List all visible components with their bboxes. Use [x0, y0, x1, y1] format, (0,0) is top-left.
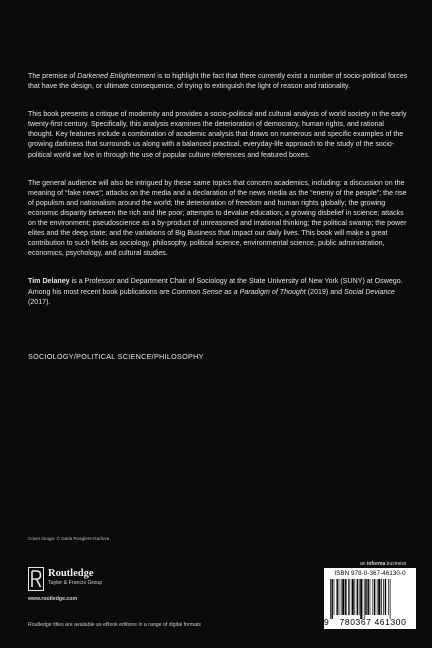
barcode-bar	[370, 579, 371, 615]
author-bio: Tim Delaney is a Professor and Department Chair of Sociology at the State University of New York (SUNY) at Oswego. Among his most recent book publications are Common Sense as a Paradigm of Thought (2019) and Social Deviance (2017).	[28, 278, 403, 306]
isbn-label: ISBN 978-0-367-46130-0	[334, 570, 406, 577]
barcode-bar	[364, 579, 365, 619]
barcode-bar	[381, 579, 382, 615]
barcode-bar	[336, 579, 337, 615]
barcode-first-digit: 9	[324, 617, 329, 627]
barcode-bar	[360, 579, 362, 619]
publisher-block	[28, 567, 168, 607]
barcode-bar	[377, 579, 378, 615]
barcode-bar	[374, 579, 375, 615]
barcode-digits: 780367 461300	[339, 617, 407, 627]
barcode-bar	[385, 579, 386, 615]
barcode-bars	[330, 579, 412, 619]
publisher-url[interactable]: www.routledge.com	[28, 596, 78, 602]
barcode-bar	[352, 579, 354, 615]
barcode-bar	[365, 579, 366, 615]
author-name: Tim Delaney	[28, 278, 70, 286]
barcode-bar	[357, 579, 358, 615]
premise-paragraph: The premise of Darkened Enlightenment is to highlight the fact that there currently exist a number of socio-political forces that have the design, or ultimate consequence, of trying to extinguish the light of reason and rationality.	[28, 73, 408, 91]
barcode-bar	[354, 579, 355, 615]
critique-paragraph: This book presents a critique of modernity and provides a socio-political and cultural analysis of world society in the early twenty-first century. Specifically, this analysis examines the deterioration of democracy, human rights, and rational thought. Key features include a combination of academic analysis that draws on numerous and specific examples of the growing darkness that surrounds us along with a balanced practical, everyday-life approach to the study of the socio-political world we live in through the use of popular culture references and featured boxes.	[28, 111, 407, 159]
routledge-logo-icon	[28, 567, 44, 591]
subject-category: SOCIOLOGY/POLITICAL SCIENCE/PHILOSOPHY	[28, 352, 204, 361]
book-title: Darkened Enlightenment	[77, 73, 156, 80]
barcode-bar	[334, 579, 335, 615]
barcode-bar	[359, 579, 360, 615]
publisher-name: Routledge	[48, 568, 94, 579]
barcode-bar	[349, 579, 350, 615]
barcode-bar	[331, 579, 332, 619]
barcode-bar	[372, 579, 373, 615]
isbn-barcode	[324, 568, 416, 629]
barcode-bar	[341, 579, 342, 615]
barcode-bar	[390, 579, 391, 619]
barcode-bar	[339, 579, 340, 615]
barcode-bar	[348, 579, 349, 615]
publisher-group: Taylor & Francis Group	[48, 580, 103, 586]
barcode-bar	[383, 579, 384, 615]
barcode-bar	[367, 579, 368, 615]
barcode-bar	[342, 579, 344, 615]
barcode-bar	[388, 579, 389, 615]
barcode-bar	[345, 579, 346, 615]
ebook-formats-note: Routledge titles are available as eBook editions in a range of digital formats	[28, 622, 202, 628]
informa-business-tag: an informa business	[360, 561, 407, 567]
barcode-bar	[378, 579, 380, 615]
cover-image-credit: Cover image: © Daria Rosgiers-Garlova	[28, 536, 110, 541]
barcode-bar	[330, 579, 331, 619]
blurb-text	[28, 72, 410, 316]
audience-paragraph: The general audience will also be intrigued by these same topics that concern academics, including: a discussion on the meaning of “fake news”; attacks on the media and a declaration of the news media as the “enemy of the people”; the rise of populism and nationalism around the world; the deterioration of freedom and human rights globally; the growing economic disparity between the rich and the poor; attempts to devalue education; a growing disbelief in science; attacks on the environment; pseudoscience as a by-product of unreasoned and irrational thinking; the political swamp; the power elites and the deep state; and the variations of Big Business that impact our daily lives. This book will make a great contribution to such fields as sociology, philosophy, political science, environmental science, public administration, economics, psychology, and cultural studies.	[28, 179, 407, 258]
